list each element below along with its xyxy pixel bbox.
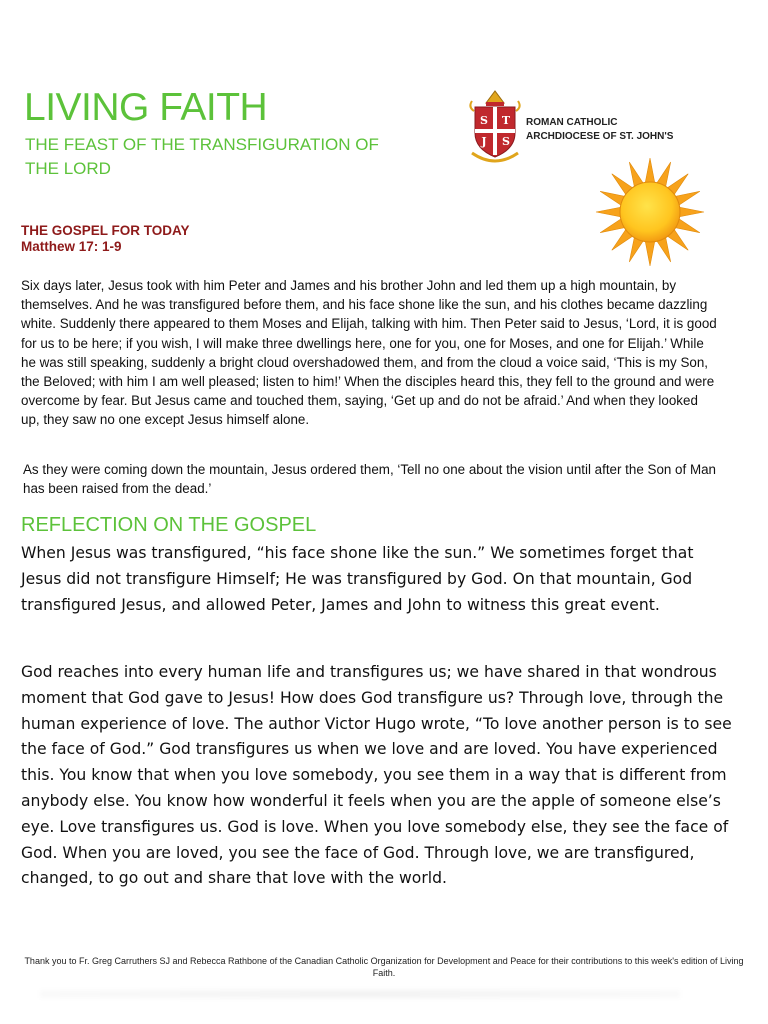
footer-acknowledgement: Thank you to Fr. Greg Carruthers SJ and Rebecca Rathbone of the Canadian Catholic Organization for Development and Peace for their contributions to this week's edition of Living Faith.: [24, 956, 744, 978]
reflection-paragraph: When Jesus was transfigured, “his face shone like the sun.” We sometimes forget that Jesus did not transfigure Himself; He was transfigured by God. On that mountain, God transfigured Jesus, and allowed Peter, James and John to witness this great event.: [21, 544, 694, 614]
sun-ray: [679, 207, 704, 217]
page-title: LIVING FAITH: [24, 86, 268, 129]
sun-ray: [645, 158, 655, 183]
gospel-reference: Matthew 17: 1-9: [21, 239, 122, 254]
page-subtitle: THE FEAST OF THE TRANSFIGURATION OF THE LORD: [25, 135, 379, 178]
archdiocese-name: [526, 116, 673, 144]
crest-letter: J: [481, 135, 487, 148]
org-line-1: ROMAN CATHOLIC: [526, 117, 618, 128]
reflection-heading: REFLECTION ON THE GOSPEL: [21, 514, 317, 536]
reflection-paragraph: God reaches into every human life and transfigures us; we have shared in that wondrous moment that God gave to Jesus! How does God transfigure us? Through love, through the human experience of love. The author Victor Hugo wrote, “To love another person is to see the face of God.” God transfigures us when we love and are loved. You have experienced this. You know that when you love somebody, you see them in a way that is different from anybody else. You know how wonderful it feels when you are the apple of someone else’s eye. Love transfigures us. God is love. When you love somebody else, they see the face of God. When you are loved, you see the face of God. Through love, we are transfigured, changed, to go out and share that love with the world.: [21, 663, 732, 888]
gospel-heading: THE GOSPEL FOR TODAY: [21, 223, 190, 238]
org-line-2: ARCHDIOCESE OF ST. JOHN'S: [526, 131, 674, 142]
crest-letter: S: [502, 135, 510, 148]
crest-letter: T: [501, 114, 511, 127]
sun-ray: [645, 241, 655, 266]
gospel-paragraph: As they were coming down the mountain, Jesus ordered them, ‘Tell no one about the vision until after the Son of Man has been raised from the dead.’: [23, 462, 716, 497]
crest-letter: S: [480, 114, 488, 127]
sun-ray: [596, 207, 621, 217]
sun-icon: [594, 156, 706, 268]
archdiocese-crest-icon: [466, 89, 524, 165]
scan-smudge: [40, 990, 680, 998]
gospel-paragraph: Six days later, Jesus took with him Peter and James and his brother John and led them up a high mountain, by themselves. And he was transfigured before them, and his face shone like the sun, and his clothes became dazzling white. Suddenly there appeared to them Moses and Elijah, talking with him. Then Peter said to Jesus, ‘Lord, it is good for us to be here; if you wish, I will make three dwellings here, one for you, one for Moses, and one for Elijah.’ While he was still speaking, suddenly a bright cloud overshadowed them, and from the cloud a voice said, ‘This is my Son, the Beloved; with him I am well pleased; listen to him!’ When the disciples heard this, they fell to the ground and were overcome by fear. But Jesus came and touched them, saying, ‘Get up and do not be afraid.’ And when they looked up, they saw no one except Jesus himself alone.: [21, 278, 717, 428]
